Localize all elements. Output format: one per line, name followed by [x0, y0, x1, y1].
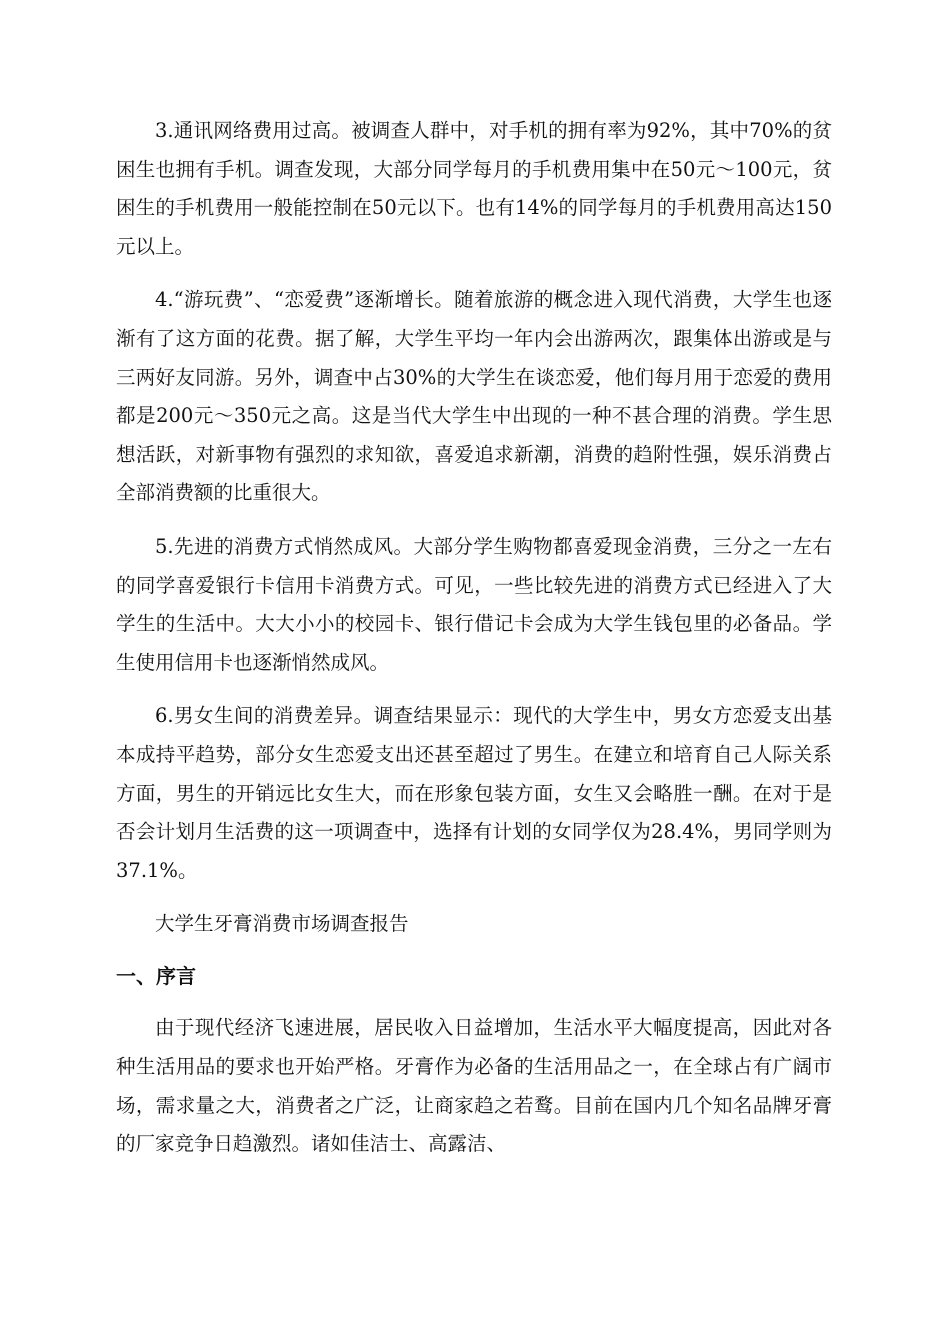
section-heading-preface: 一、序言 — [116, 963, 196, 988]
paragraph-preface-intro: 由于现代经济飞速进展，居民收入日益增加，生活水平大幅度提高，因此对各种生活用品的要求也开始严格。牙膏作为必备的生活用品之一，在全球占有广阔市场，需求量之大，消费者之广泛，让商家趋之若鹜。目前在国内几个知名品牌牙膏的厂家竞争日趋激烈。诸如佳洁士、高露洁、 — [116, 1016, 832, 1156]
paragraph-leisure-romance-costs: 4.“游玩费”、“恋爱费”逐渐增长。随着旅游的概念进入现代消费，大学生也逐渐有了这方面的花费。据了解，大学生平均一年内会出游两次，跟集体出游或是与三两好友同游。另外，调查中占30%的大学生在谈恋爱，他们每月用于恋爱的费用都是200元～350元之高。这是当代大学生中出现的一种不甚合理的消费。学生思想活跃，对新事物有强烈的求知欲，喜爱追求新潮，消费的趋附性强，娱乐消费占全部消费额的比重很大。 — [116, 288, 832, 505]
paragraph-payment-methods: 5.先进的消费方式悄然成风。大部分学生购物都喜爱现金消费，三分之一左右的同学喜爱银行卡信用卡消费方式。可见，一些比较先进的消费方式已经进入了大学生的生活中。大大小小的校园卡、银行借记卡会成为大学生钱包里的必备品。学生使用信用卡也逐渐悄然成风。 — [116, 534, 832, 674]
paragraph-gender-differences: 6.男女生间的消费差异。调查结果显示：现代的大学生中，男女方恋爱支出基本成持平趋势，部分女生恋爱支出还甚至超过了男生。在建立和培育自己人际关系方面，男生的开销远比女生大，而在形象包装方面，女生又会略胜一酬。在对于是否会计划月生活费的这一项调查中，选择有计划的女同学仅为28.4%，男同学则为37.1%。 — [116, 704, 832, 882]
document-body — [116, 112, 832, 1164]
report-title: 大学生牙膏消费市场调查报告 — [155, 912, 409, 936]
paragraph-communication-costs: 3.通讯网络费用过高。被调查人群中，对手机的拥有率为92%，其中70%的贫困生也拥有手机。调查发现，大部分同学每月的手机费用集中在50元～100元，贫困生的手机费用一般能控制在50元以下。也有14%的同学每月的手机费用高达150元以上。 — [116, 119, 832, 258]
